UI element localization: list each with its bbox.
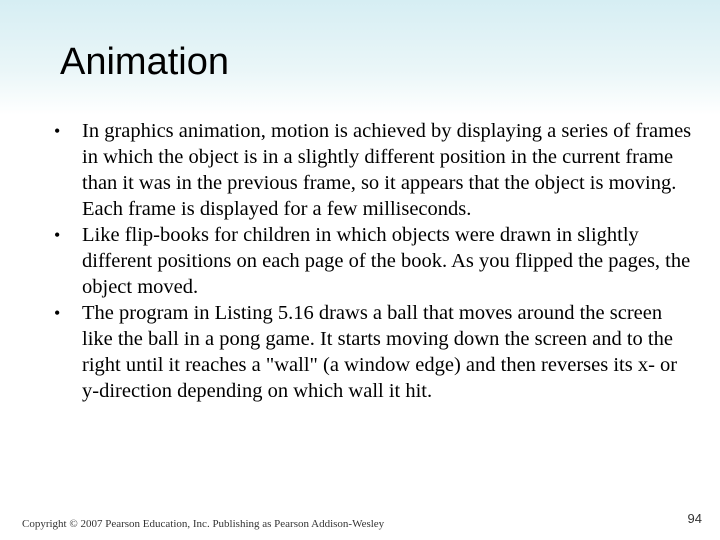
bullet-list <box>54 118 694 404</box>
slide-title: Animation <box>60 41 229 83</box>
bullet-item <box>54 222 694 300</box>
bullet-icon: • <box>54 121 61 141</box>
bullet-icon: • <box>54 303 61 323</box>
bullet-item <box>54 300 694 404</box>
bullet-text: In graphics animation, motion is achieved by displaying a series of frames in which the object is in a slightly different position in the current frame than it was in the previous frame, so it appears that the object is moving. Each frame is displayed for a few milliseconds. <box>82 120 692 220</box>
page-number: 94 <box>687 511 702 526</box>
bullet-text: The program in Listing 5.16 draws a ball that moves around the screen like the ball in a pong game. It starts moving down the screen and to the right until it reaches a "wall" (a window edge) and then reverses its x- or y-direction depending on which wall it hit. <box>82 302 678 402</box>
copyright-footer: Copyright © 2007 Pearson Education, Inc. Publishing as Pearson Addison-Wesley <box>22 518 385 530</box>
bullet-item <box>54 118 694 222</box>
bullet-icon: • <box>54 225 61 245</box>
bullet-text: Like flip-books for children in which objects were drawn in slightly different positions on each page of the book. As you flipped the pages, the object moved. <box>82 224 691 298</box>
